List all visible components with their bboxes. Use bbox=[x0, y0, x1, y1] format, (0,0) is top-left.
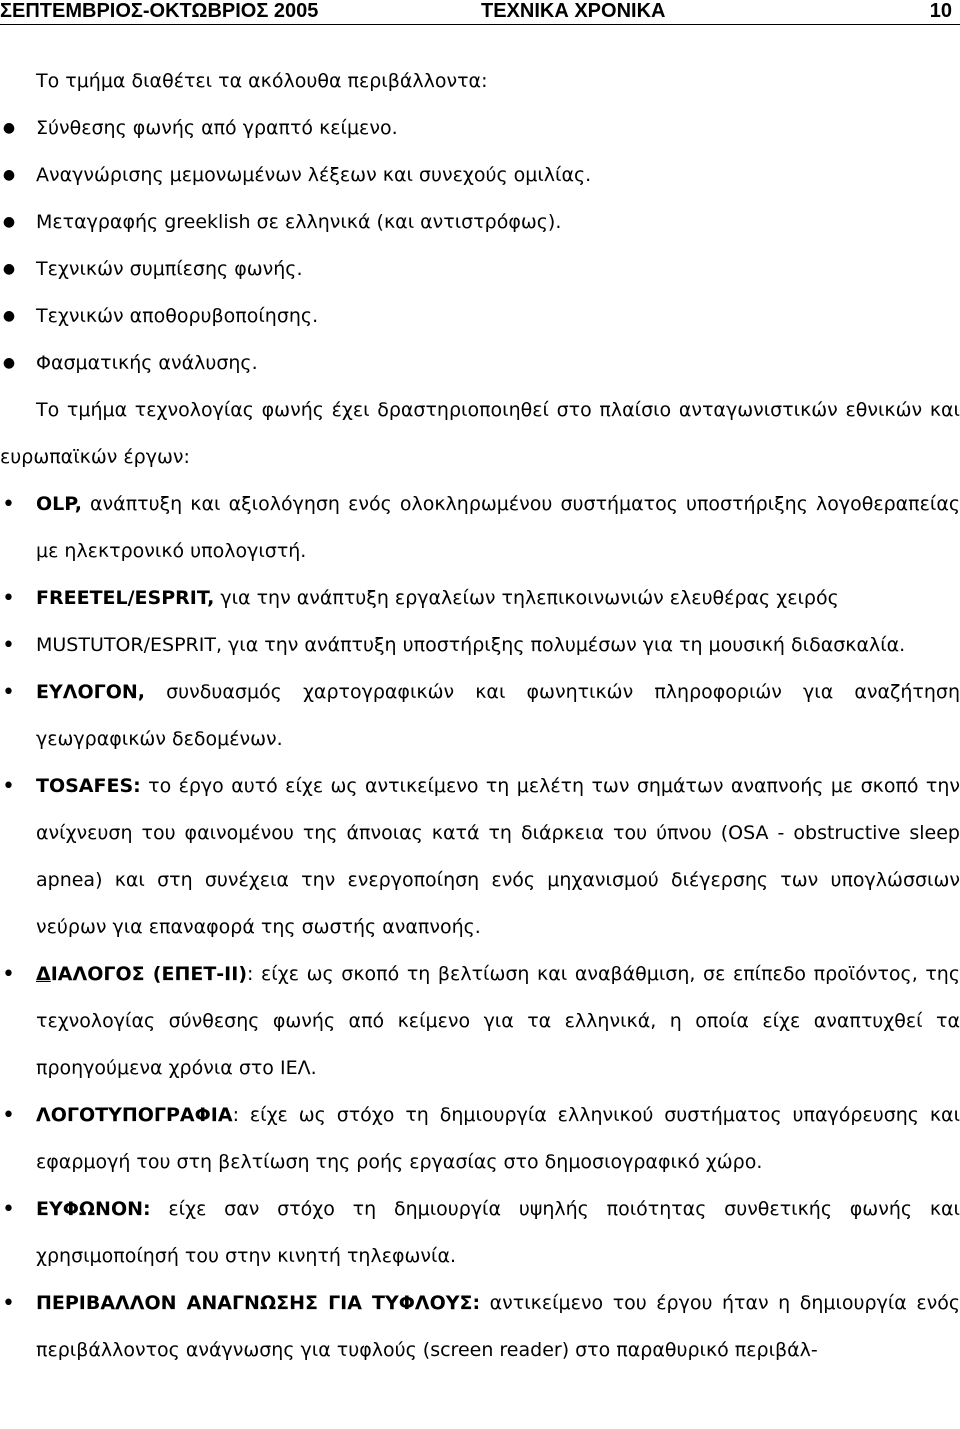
list-item: ● Αναγνώρισης μεμονωμένων λέξεων και συνεχούς ομιλίας. bbox=[0, 152, 960, 199]
list-item: ● Μεταγραφής greeklish σε ελληνικά (και αντιστρόφως). bbox=[0, 199, 960, 246]
list-item: ● Σύνθεσης φωνής από γραπτό κείμενο. bbox=[0, 105, 960, 152]
list-item: ● Φασματικής ανάλυσης. bbox=[0, 340, 960, 387]
bullet-icon: ● bbox=[2, 167, 16, 183]
header-rule bbox=[0, 24, 960, 25]
bullet-icon: • bbox=[2, 1291, 15, 1316]
list-item: • ΕΥΛΟΓΟΝ, συνδυασμός χαρτογραφικών και φωνητικών πληροφοριών για αναζήτηση γεωγραφικών δεδομένων. bbox=[0, 669, 960, 763]
list-item: • MUSTUTOR/ESPRIT, για την ανάπτυξη υποστήριξης πολυμέσων για τη μουσική διδασκαλία. bbox=[0, 622, 960, 669]
bullet-icon: ● bbox=[2, 261, 16, 277]
list-item: ● Τεχνικών συμπίεσης φωνής. bbox=[0, 246, 960, 293]
list-item: • FREETEL/ESPRIT, για την ανάπτυξη εργαλείων τηλεπικοινωνιών ελευθέρας χειρός bbox=[0, 575, 960, 622]
bullet-icon: • bbox=[2, 633, 15, 658]
projects-intro: Το τμήμα τεχνολογίας φωνής έχει δραστηριοποιηθεί στο πλαίσιο ανταγωνιστικών εθνικών και ευρωπαϊκών έργων: bbox=[0, 399, 960, 468]
header-publication: ΤΕΧΝΙΚΑ ΧΡΟΝΙΚΑ bbox=[481, 0, 666, 22]
bullet-icon: ● bbox=[2, 214, 16, 230]
list-item: • ΛΟΓΟΤΥΠΟΓΡΑΦΙΑ: είχε ως στόχο τη δημιουργία ελληνικού συστήματος υπαγόρευσης και εφαρμογή του στη βελτίωση της ροής εργασίας στο δημοσιογραφικό χώρο. bbox=[0, 1092, 960, 1186]
projects-list bbox=[0, 481, 960, 1374]
document-body bbox=[0, 60, 960, 1374]
environments-intro: Το τμήμα διαθέτει τα ακόλουθα περιβάλλοντα: bbox=[36, 70, 488, 92]
header-date: ΣΕΠΤΕΜΒΡΙΟΣ-ΟΚΤΩΒΡΙΟΣ 2005 bbox=[0, 0, 319, 22]
environments-list bbox=[0, 105, 960, 387]
list-item: • OLP, ανάπτυξη και αξιολόγηση ενός ολοκληρωμένου συστήματος υποστήριξης λογοθεραπείας με ηλεκτρονικό υπολογιστή. bbox=[0, 481, 960, 575]
bullet-icon: • bbox=[2, 680, 15, 705]
bullet-icon: • bbox=[2, 774, 15, 799]
bullet-icon: • bbox=[2, 492, 15, 517]
list-item: • TOSAFES: το έργο αυτό είχε ως αντικείμενο τη μελέτη των σημάτων αναπνοής με σκοπό την ανίχνευση του φαινομένου της άπνοιας κατά τη διάρκεια του ύπνου (OSA - obstructive sleep apnea) και στη συνέχεια την ενεργοποίηση ενός μηχανισμού διέγερσης των υπογλώσσιων νεύρων για επαναφορά της σωστής αναπνοής. bbox=[0, 763, 960, 951]
page-number: 10 bbox=[929, 0, 952, 22]
bullet-icon: ● bbox=[2, 355, 16, 371]
list-item: • ΠΕΡΙΒΑΛΛΟΝ ΑΝΑΓΝΩΣΗΣ ΓΙΑ ΤΥΦΛΟΥΣ: αντικείμενο του έργου ήταν η δημιουργία ενός περιβάλλοντος ανάγνωσης για τυφλούς (screen reader) στο παραθυρικό περιβάλ- bbox=[0, 1280, 960, 1374]
bullet-icon: • bbox=[2, 1197, 15, 1222]
bullet-icon: • bbox=[2, 586, 15, 611]
list-item: ● Τεχνικών αποθορυβοποίησης. bbox=[0, 293, 960, 340]
bullet-icon: • bbox=[2, 1103, 15, 1128]
page-header bbox=[0, 0, 960, 24]
bullet-icon: • bbox=[2, 962, 15, 987]
bullet-icon: ● bbox=[2, 308, 16, 324]
list-item: • ΔΙΑΛΟΓΟΣ (ΕΠΕΤ-ΙΙ): είχε ως σκοπό τη βελτίωση και αναβάθμιση, σε επίπεδο προϊόντος, της τεχνολογίας σύνθεσης φωνής από κείμενο για τα ελληνικά, η οποία είχε αναπτυχθεί τα προηγούμενα χρόνια στο ΙΕΛ. bbox=[0, 951, 960, 1092]
bullet-icon: ● bbox=[2, 120, 16, 136]
list-item: • ΕΥΦΩΝΟΝ: είχε σαν στόχο τη δημιουργία υψηλής ποιότητας συνθετικής φωνής και χρησιμοποίησή του στην κινητή τηλεφωνία. bbox=[0, 1186, 960, 1280]
